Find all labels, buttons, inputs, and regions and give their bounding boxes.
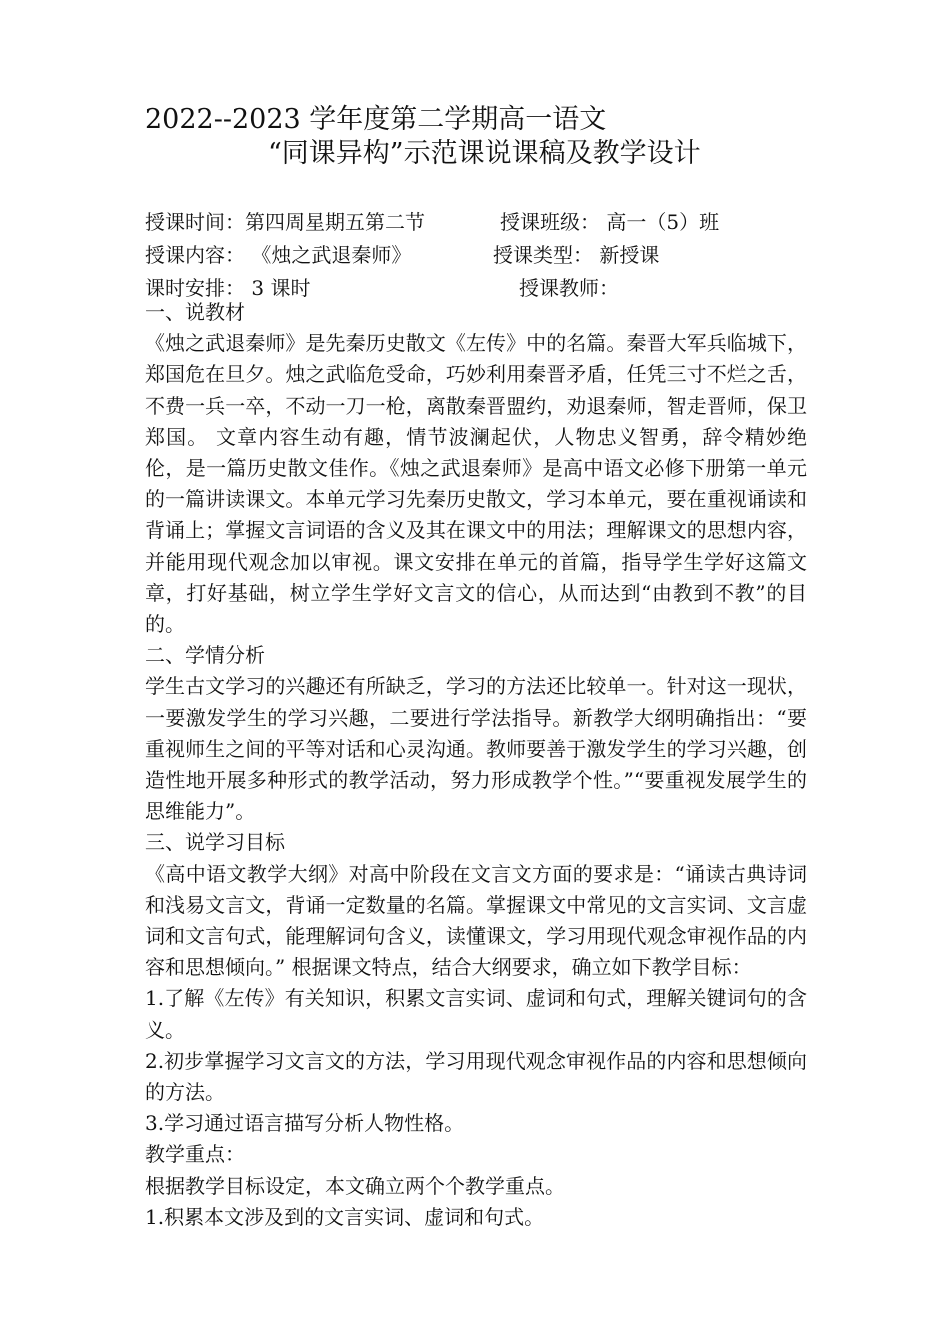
paragraph-textbook: 《烛之武退秦师》是先秦历史散文《左传》中的名篇。秦晋大军兵临城下，郑国危在旦夕。烛之武临危受命，巧妙利用秦晋矛盾，任凭三寸不烂之舌，不费一兵一卒，不动一刀一枪，离散秦晋盟约，劝退秦师，智走晋师，保卫郑国。 文章内容生动有趣，情节波澜起伏，人物忠义智勇，辞令精妙绝伦，是一篇历史散文佳作。《烛之武退秦师》是高中语文必修下册第一单元的一篇讲读课文。本单元学习先秦历史散文，学习本单元，要在重视诵读和背诵上；掌握文言词语的含义及其在课文中的用法；理解课文的思想内容，并能用现代观念加以审视。课文安排在单元的首篇，指导学生学好这篇文章，打好基础，树立学生学好文言文的信心，从而达到“由教到不教”的目的。 — [145, 331, 807, 637]
meta-hours: 课时安排： 3 课时 — [145, 276, 311, 300]
section-heading-objectives: 三、说学习目标 — [145, 830, 285, 855]
meta-teacher: 授课教师： — [519, 276, 619, 300]
paragraph-student-analysis: 学生古文学习的兴趣还有所缺乏，学习的方法还比较单一。针对这一现状，一要激发学生的学习兴趣，二要进行学法指导。新教学大纲明确指出：“要重视师生之间的平等对话和心灵沟通。教师要善于激发学生的学习兴趣，创造性地开展多种形式的教学活动，努力形成教学个性。”“要重视发展学生的思维能力”。 — [145, 674, 807, 824]
document-body — [145, 297, 807, 1233]
key-points-heading: 教学重点： — [145, 1142, 245, 1167]
meta-row-1 — [145, 207, 719, 237]
document-title-line2: “同课异构”示范课说课稿及教学设计 — [268, 138, 701, 169]
objective-item-2: 2.初步掌握学习文言文的方法，学习用现代观念审视作品的内容和思想倾向的方法。 — [145, 1048, 807, 1105]
objective-item-1: 1.了解《左传》有关知识，积累文言实词、虚词和句式，理解关键词句的含义。 — [145, 986, 807, 1042]
document-title-line1: 2022--2023 学年度第二学期高一语文 — [145, 104, 607, 135]
key-points-intro: 根据教学目标设定，本文确立两个个教学重点。 — [145, 1173, 565, 1198]
meta-type: 授课类型： 新授课 — [493, 243, 660, 267]
section-heading-textbook: 一、说教材 — [145, 300, 245, 324]
meta-class: 授课班级： 高一（5）班 — [500, 210, 720, 234]
paragraph-objectives: 《高中语文教学大纲》对高中阶段在文言文方面的要求是：“诵读古典诗词和浅易文言文，背诵一定数量的名篇。掌握课文中常见的文言实词、文言虚词和文言句式，能理解词句含义，读懂课文，学习用现代观念审视作品的内容和思想倾向。” 根据课文特点，结合大纲要求，确立如下教学目标： — [145, 861, 807, 980]
meta-content: 授课内容： 《烛之武退秦师》 — [145, 243, 412, 267]
objective-item-3: 3.学习通过语言描写分析人物性格。 — [145, 1111, 465, 1136]
key-point-item-1: 1.积累本文涉及到的文言实词、虚词和句式。 — [145, 1204, 545, 1229]
meta-row-2 — [145, 240, 659, 270]
meta-time: 授课时间：第四周星期五第二节 — [145, 210, 425, 234]
section-heading-student-analysis: 二、学情分析 — [145, 643, 265, 668]
